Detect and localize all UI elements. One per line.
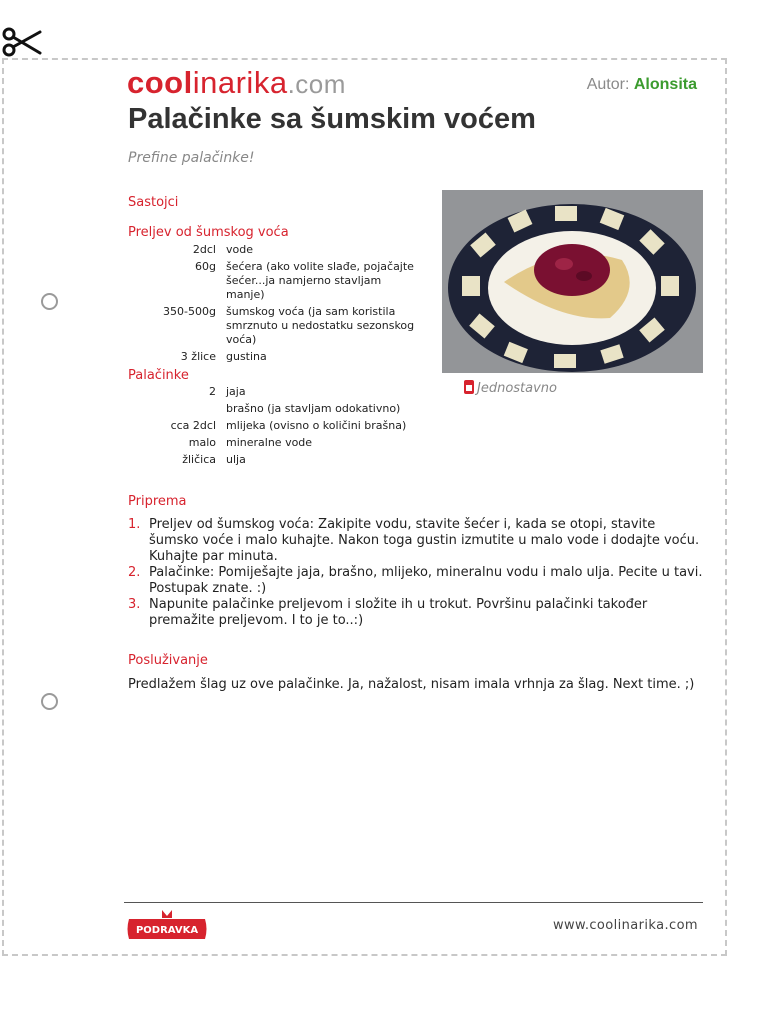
ingredient-group-heading: Preljev od šumskog voća: [128, 225, 289, 240]
ingredient-amount: cca 2dcl: [170, 419, 216, 432]
author-label: Autor:: [586, 76, 630, 93]
preparation-step: [128, 565, 703, 597]
ingredient-list: [128, 243, 418, 364]
ingredient-amount: 350-500g: [163, 305, 216, 318]
ingredient-amount: malo: [188, 436, 216, 449]
ingredient-item: šećera (ako volite slađe, pojačajte šećer...ja namjerno stavljam manje): [226, 260, 414, 301]
ingredient-row: [128, 350, 418, 364]
ingredient-row: [128, 385, 418, 399]
author-name[interactable]: Alonsita: [633, 76, 697, 93]
ingredient-group-heading: Palačinke: [128, 368, 189, 383]
ingredient-row: [128, 305, 418, 347]
svg-text:PODRAVKA: PODRAVKA: [135, 925, 199, 936]
ingredient-item: brašno (ja stavljam odokativno): [226, 402, 401, 415]
footer-divider: [124, 902, 703, 903]
ingredients-heading: Sastojci: [128, 195, 179, 210]
ingredient-item: mlijeka (ovisno o količini brašna): [226, 419, 407, 432]
serving-text: Predlažem šlag uz ove palačinke. Ja, nažalost, nisam imala vrhnja za šlag. Next time. ;): [128, 677, 695, 692]
preparation-step: [128, 597, 703, 629]
recipe-photo: [442, 190, 703, 373]
preparation-steps: [128, 517, 703, 629]
ingredient-amount: 2: [209, 385, 216, 398]
step-number: 3.: [128, 597, 141, 612]
serving-heading: Posluživanje: [128, 653, 208, 668]
site-logo[interactable]: coolinarika.com: [127, 65, 346, 100]
website-link[interactable]: www.coolinarika.com: [552, 918, 698, 933]
step-number: 2.: [128, 565, 141, 580]
ingredient-row: [128, 260, 418, 302]
ingredient-amount: žličica: [182, 453, 216, 466]
ingredient-item: jaja: [226, 385, 246, 398]
ingredient-item: ulja: [226, 453, 246, 466]
preparation-heading: Priprema: [128, 494, 187, 509]
ingredient-amount: 60g: [195, 260, 216, 273]
step-number: 1.: [128, 517, 141, 532]
author: [587, 76, 697, 94]
ingredient-row: [128, 419, 418, 433]
ingredient-row: [128, 402, 418, 416]
step-text: Napunite palačinke preljevom i složite ih u trokut. Površinu palačinki također premažite preljevom. I to je to..:): [149, 597, 648, 628]
ingredient-item: mineralne vode: [226, 436, 313, 449]
ingredient-amount: 2dcl: [192, 243, 216, 256]
ingredient-row: [128, 453, 418, 467]
recipe-subtitle: Prefine palačinke!: [128, 150, 255, 166]
scissors-icon: [0, 26, 44, 60]
ingredient-list: [128, 385, 418, 467]
ingredient-item: vode: [226, 243, 253, 256]
chef-hat-icon: [463, 379, 475, 395]
difficulty: [463, 379, 557, 396]
ingredient-item: gustina: [226, 350, 267, 363]
difficulty-label: Jednostavno: [477, 381, 557, 396]
ingredient-item: šumskog voća (ja sam koristila smrznuto u nedostatku sezonskog voća): [226, 305, 415, 346]
ingredient-row: [128, 243, 418, 257]
binder-hole-icon: [41, 293, 58, 310]
recipe-title: Palačinke sa šumskim voćem: [128, 103, 536, 135]
preparation-step: [128, 517, 703, 565]
binder-hole-icon: [41, 693, 58, 710]
podravka-logo[interactable]: [126, 909, 208, 943]
step-text: Preljev od šumskog voća: Zakipite vodu, stavite šećer i, kada se otopi, stavite šumsko voće i malo kuhajte. Nakon toga gustin izmutite u malo vode i dodajte voću. Kuhajte par minuta.: [149, 517, 700, 564]
step-text: Palačinke: Pomiješajte jaja, brašno, mlijeko, mineralnu vodu i malo ulja. Pecite u tavi. Postupak znate. :): [149, 565, 703, 596]
ingredient-amount: 3 žlice: [180, 350, 216, 363]
ingredient-row: [128, 436, 418, 450]
